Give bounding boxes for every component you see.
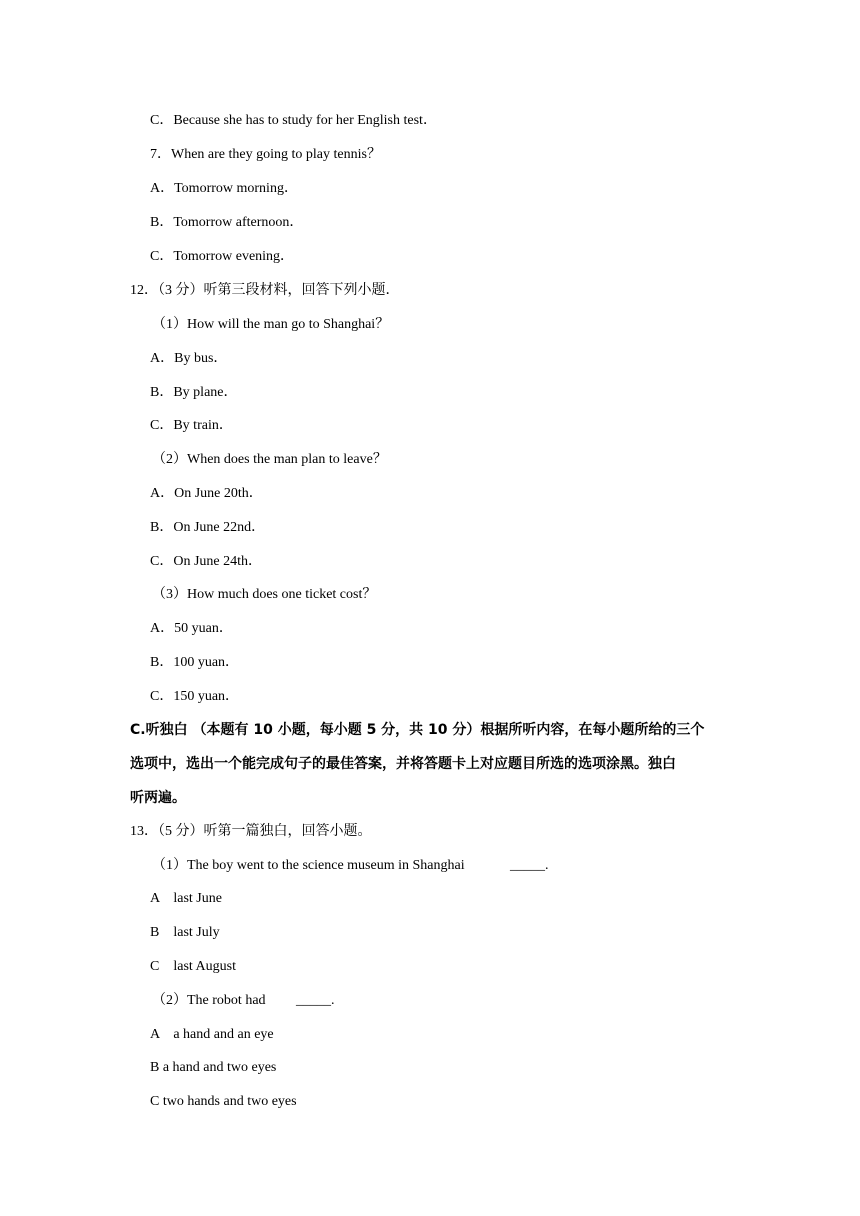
option-a-12-2: A．On June 20th． (150, 486, 263, 501)
option-a-12-3: A．50 yuan． (150, 621, 233, 636)
section-c-instructions-line1: C.听独白 （本题有 10 小题，每小题 5 分，共 10 分）根据所听内容，在每小题所给的三个 (130, 722, 705, 738)
subquestion-12-1: （1）How will the man go to Shanghai？ (152, 317, 390, 332)
option-b-12-3: B．100 yuan． (150, 655, 240, 670)
option-b-q7: B．Tomorrow afternoon． (150, 215, 304, 230)
option-b-12-2: B．On June 22nd． (150, 520, 266, 535)
option-c-13-1: C last August (150, 959, 236, 974)
section-c-instructions-line2: 选项中，选出一个能完成句子的最佳答案，并将答题卡上对应题目所选的选项涂黑。独白 (130, 756, 676, 772)
option-b-13-1: B last July (150, 925, 220, 940)
option-c-q7: C．Tomorrow evening． (150, 249, 295, 264)
answer-blank-13-2: _____. (296, 993, 335, 1008)
question-12-heading: 12．（3 分）听第三段材料，回答下列小题． (130, 283, 400, 298)
subquestion-12-2: （2）When does the man plan to leave？ (152, 452, 387, 467)
subquestion-13-1: （1）The boy went to the science museum in Shanghai (152, 858, 465, 873)
question-13-heading: 13．（5 分）听第一篇独白，回答小题。 (130, 824, 372, 839)
option-c-12-3: C．150 yuan． (150, 689, 240, 704)
option-c-q6: C．Because she has to study for her English test． (150, 113, 437, 128)
question-7: 7．When are they going to play tennis？ (150, 147, 381, 162)
option-b-12-1: B．By plane． (150, 385, 238, 400)
option-c-12-2: C．On June 24th． (150, 554, 262, 569)
subquestion-13-2: （2）The robot had (152, 993, 266, 1008)
option-a-q7: A．Tomorrow morning． (150, 181, 298, 196)
option-c-13-2: C two hands and two eyes (150, 1094, 297, 1109)
subquestion-12-3: （3）How much does one ticket cost？ (152, 587, 377, 602)
option-a-13-1: A last June (150, 891, 222, 906)
option-b-13-2: B a hand and two eyes (150, 1060, 277, 1075)
section-c-instructions-line3: 听两遍。 (130, 790, 186, 806)
option-a-12-1: A．By bus． (150, 351, 228, 366)
option-c-12-1: C．By train． (150, 418, 233, 433)
answer-blank-13-1: _____. (510, 858, 549, 873)
option-a-13-2: A a hand and an eye (150, 1027, 274, 1042)
